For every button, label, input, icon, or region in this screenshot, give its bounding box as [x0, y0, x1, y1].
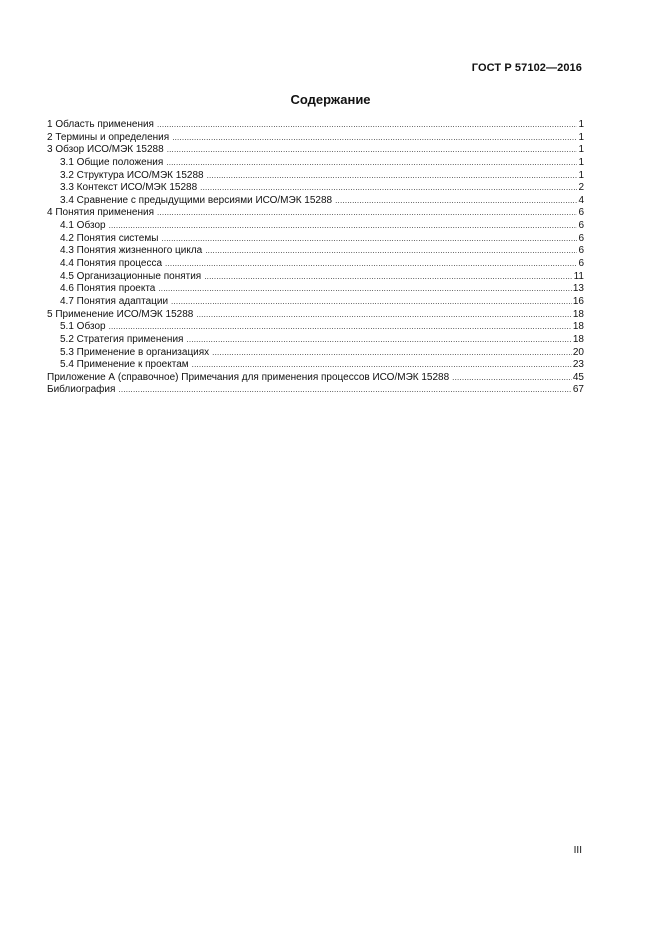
toc-dot-leader: [212, 347, 572, 360]
toc-entry-label[interactable]: 4.1 Обзор: [60, 220, 106, 232]
toc-entry[interactable]: [47, 207, 584, 220]
toc-entry-page: 23: [572, 359, 584, 371]
toc-entry[interactable]: [47, 119, 584, 132]
toc-entry[interactable]: [47, 359, 584, 372]
toc-entry-label[interactable]: 5.1 Обзор: [60, 321, 106, 333]
toc-dot-leader: [452, 372, 572, 385]
toc-dot-leader: [167, 144, 578, 157]
toc-entry-page: 6: [578, 232, 584, 244]
toc-entry[interactable]: [47, 271, 584, 284]
toc-dot-leader: [118, 384, 571, 397]
toc-entry-page: 11: [573, 270, 584, 282]
toc-entry-label[interactable]: 3.1 Общие положения: [60, 156, 164, 168]
toc-dot-leader: [109, 220, 578, 233]
toc-entry-page: 18: [572, 308, 584, 320]
toc-entry-label[interactable]: Библиография: [47, 384, 116, 396]
toc-entry-page: 1: [578, 119, 584, 130]
toc-dot-leader: [161, 233, 577, 246]
toc-entry-label[interactable]: 3.2 Структура ИСО/МЭК 15288: [60, 169, 204, 181]
toc-entry-page: 1: [578, 144, 584, 156]
toc-entry[interactable]: [47, 347, 584, 360]
toc-entry-label[interactable]: 4.2 Понятия системы: [60, 232, 159, 244]
toc-entry-page: 18: [572, 321, 584, 333]
toc-entry-label[interactable]: 4.4 Понятия процесса: [60, 258, 163, 270]
toc-entry[interactable]: [47, 384, 584, 397]
toc-entry-label[interactable]: 3.4 Сравнение с предыдущими версиями ИСО/МЭК 15288: [60, 194, 333, 206]
toc-entry-label[interactable]: 5.3 Применение в организациях: [60, 346, 210, 358]
toc-dot-leader: [186, 334, 571, 347]
toc-entry-page: 1: [578, 156, 584, 168]
toc-dot-leader: [200, 182, 577, 195]
toc-entry[interactable]: [47, 144, 584, 157]
toc-entry-page: 1: [578, 169, 584, 181]
toc-entry-page: 20: [572, 346, 584, 358]
toc-dot-leader: [204, 271, 572, 284]
toc-entry[interactable]: [47, 258, 584, 271]
toc-entry[interactable]: [47, 334, 584, 347]
toc-entry-page: 6: [578, 220, 584, 232]
toc-entry[interactable]: [47, 372, 584, 385]
toc-dot-leader: [166, 157, 577, 170]
toc-entry-page: 13: [572, 283, 584, 295]
toc-dot-leader: [196, 309, 572, 322]
toc-entry-page: 1: [578, 131, 584, 143]
toc-entry-page: 6: [578, 207, 584, 219]
toc-dot-leader: [205, 245, 577, 258]
document-code: ГОСТ Р 57102—2016: [471, 62, 582, 74]
toc-entry-label[interactable]: 1 Область применения: [47, 119, 154, 130]
toc-entry-label[interactable]: 4.5 Организационные понятия: [60, 270, 202, 282]
toc-dot-leader: [157, 207, 577, 220]
toc-entry-page: 6: [578, 245, 584, 257]
toc-dot-leader: [165, 258, 577, 271]
toc-entry-page: 6: [578, 258, 584, 270]
toc-entry-label[interactable]: 5 Применение ИСО/МЭК 15288: [47, 308, 194, 320]
toc-entry[interactable]: [47, 245, 584, 258]
toc-entry-label[interactable]: 4.6 Понятия проекта: [60, 283, 156, 295]
toc-dot-leader: [158, 283, 572, 296]
toc-dot-leader: [171, 296, 572, 309]
toc-entry[interactable]: [47, 182, 584, 195]
toc-entry[interactable]: [47, 321, 584, 334]
toc-entry[interactable]: [47, 132, 584, 145]
toc-dot-leader: [172, 132, 577, 145]
toc-entry-page: 67: [572, 384, 584, 396]
table-of-contents: [47, 119, 584, 397]
toc-entry-page: 2: [578, 182, 584, 194]
toc-dot-leader: [109, 321, 572, 334]
toc-entry-label[interactable]: 4 Понятия применения: [47, 207, 154, 219]
toc-entry-label[interactable]: 3 Обзор ИСО/МЭК 15288: [47, 144, 164, 156]
toc-entry-page: 18: [572, 333, 584, 345]
toc-title: Содержание: [290, 92, 371, 107]
toc-entry-label[interactable]: 5.4 Применение к проектам: [60, 359, 189, 371]
toc-entry-page: 16: [572, 295, 584, 307]
toc-entry-label[interactable]: 5.2 Стратегия применения: [60, 333, 184, 345]
toc-entry[interactable]: [47, 309, 584, 322]
toc-entry[interactable]: [47, 283, 584, 296]
toc-entry[interactable]: [47, 157, 584, 170]
toc-entry-label[interactable]: 4.3 Понятия жизненного цикла: [60, 245, 203, 257]
toc-entry-page: 4: [578, 194, 584, 206]
toc-dot-leader: [157, 119, 577, 132]
toc-entry-label[interactable]: Приложение А (справочное) Примечания для применения процессов ИСО/МЭК 15288: [47, 371, 450, 383]
toc-entry-label[interactable]: 3.3 Контекст ИСО/МЭК 15288: [60, 182, 198, 194]
toc-entry[interactable]: [47, 195, 584, 208]
toc-entry-label[interactable]: 4.7 Понятия адаптации: [60, 295, 169, 307]
page-number: III: [573, 845, 582, 856]
toc-entry-page: 45: [572, 371, 584, 383]
toc-dot-leader: [207, 170, 578, 183]
toc-entry[interactable]: [47, 233, 584, 246]
toc-dot-leader: [192, 359, 572, 372]
toc-dot-leader: [335, 195, 577, 208]
toc-entry[interactable]: [47, 170, 584, 183]
toc-entry[interactable]: [47, 220, 584, 233]
toc-entry-label[interactable]: 2 Термины и определения: [47, 131, 170, 143]
toc-entry[interactable]: [47, 296, 584, 309]
